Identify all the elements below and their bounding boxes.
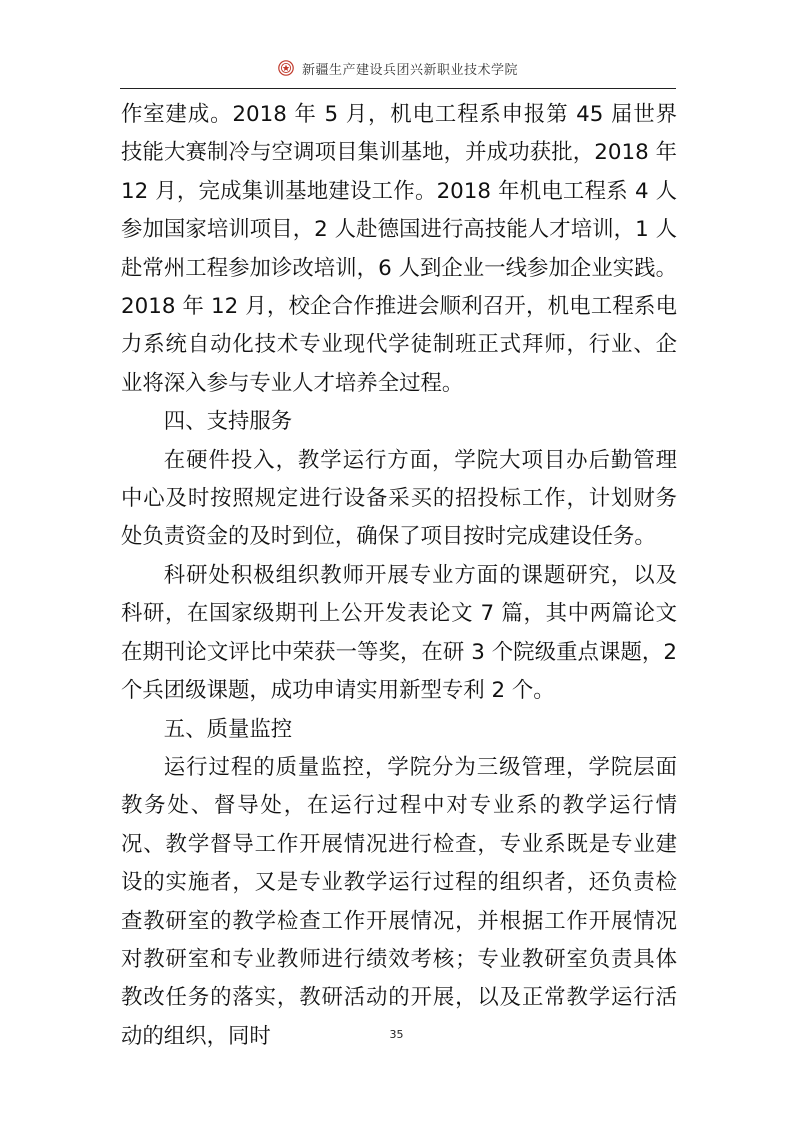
section-heading-quality-monitoring: 五、质量监控	[163, 716, 293, 742]
section-heading-support-services: 四、支持服务	[163, 409, 293, 435]
school-seal-icon	[278, 60, 294, 76]
paragraph-research: 科研处积极组织教师开展专业方面的课题研究，以及科研，在国家级期刊上公开发表论文 7 篇，其中两篇论文在期刊论文评比中荣获一等奖，在研 3 个院级重点课题，2 个兵团级课题，成功申请实用新型专利 2 个。	[121, 562, 677, 704]
header-divider	[120, 88, 676, 89]
page-number: 35	[389, 1028, 404, 1041]
paragraph-continuation: 作室建成。2018 年 5 月，机电工程系申报第 45 届世界技能大赛制冷与空调项目集训基地，并成功获批，2018 年 12 月，完成集训基地建设工作。2018 年机电工程系 4 人参加国家培训项目，2 人赴德国进行高技能人才培训，1 人赴常州工程参加诊改培训，6 人到企业一线参加企业实践。2018 年 12 月，校企合作推进会顺利召开，机电工程系电力系统自动化技术专业现代学徒制班正式拜师，行业、企业将深入参与专业人才培养全过程。	[121, 102, 677, 396]
page-header	[120, 50, 676, 86]
paragraph-hardware-investment: 在硬件投入，教学运行方面，学院大项目办后勤管理中心及时按照规定进行设备采买的招投标工作，计划财务处负责资金的及时到位，确保了项目按时完成建设任务。	[121, 447, 677, 550]
document-body	[121, 96, 677, 1056]
paragraph-quality-monitoring: 运行过程的质量监控，学院分为三级管理，学院层面教务处、督导处，在运行过程中对专业系的教学运行情况、教学督导工作开展情况进行检查，专业系既是专业建设的实施者，又是专业教学运行过程的组织者，还负责检查教研室的教学检查工作开展情况，并根据工作开展情况对教研室和专业教师进行绩效考核；专业教研室负责具体教改任务的落实，教研活动的开展，以及正常教学运行活动的组织，同时	[121, 754, 677, 1049]
header-title: 新疆生产建设兵团兴新职业技术学院	[301, 62, 518, 78]
